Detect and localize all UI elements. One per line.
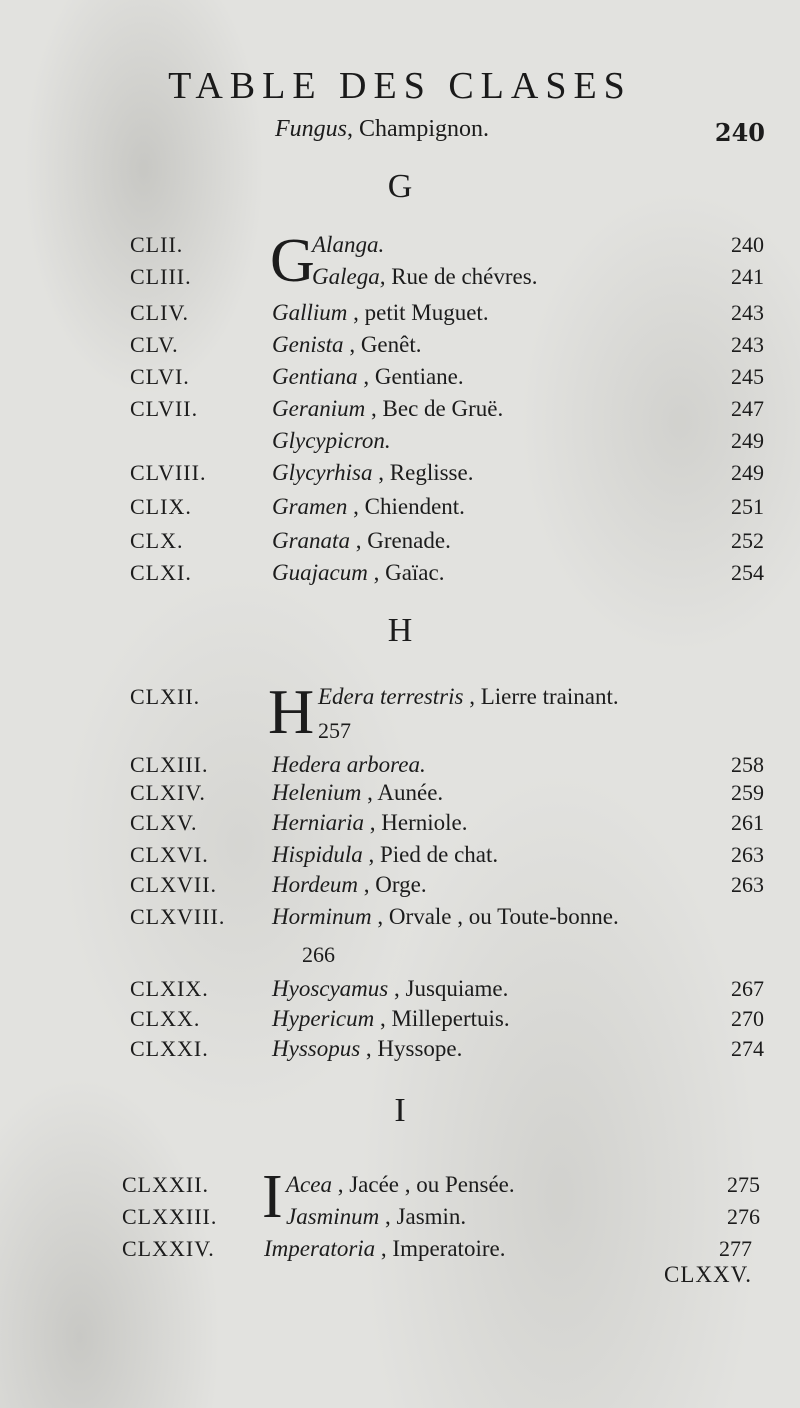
latin-name: Gallium (272, 300, 348, 325)
class-numeral: CLII. (130, 232, 184, 257)
index-entry (272, 1036, 462, 1062)
class-numeral: CLXIV. (130, 780, 206, 805)
index-row (0, 494, 800, 524)
latin-name: Fungus (275, 116, 347, 142)
french-name: , Jasmin. (379, 1204, 467, 1229)
index-row (0, 810, 800, 840)
page-number: 252 (731, 528, 764, 553)
section-letter-i: I (394, 1092, 406, 1129)
class-numeral: CLXX. (130, 1006, 201, 1031)
index-entry (272, 752, 426, 778)
french-name: , petit Muguet. (347, 300, 489, 325)
index-entry (286, 1172, 515, 1198)
index-row (0, 332, 800, 362)
french-name: , Chiendent. (347, 494, 465, 519)
index-row (0, 904, 800, 934)
latin-name: Galega, (312, 264, 386, 289)
page-number: 275 (727, 1172, 760, 1197)
page-number: 251 (731, 494, 764, 519)
index-row (0, 460, 800, 490)
page-number: 243 (731, 300, 764, 325)
page-number: 243 (731, 332, 764, 357)
french-name: , Reglisse. (372, 460, 474, 485)
class-numeral: CLV. (130, 332, 179, 357)
class-numeral: CLXI. (130, 560, 192, 585)
page-number: 276 (727, 1204, 760, 1229)
page-title: TABLE DES CLASES (168, 65, 632, 107)
page-number: 263 (731, 842, 764, 867)
french-name: , Gaïac. (367, 560, 445, 585)
latin-name: Imperatoria (264, 1236, 376, 1261)
latin-name: Guajacum (272, 560, 368, 585)
latin-name: Geranium (272, 396, 366, 421)
latin-name: Genista (272, 332, 344, 357)
french-name: , Gentiane. (357, 364, 464, 389)
french-name: , Grenade. (349, 528, 451, 553)
page-number: 254 (731, 560, 764, 585)
index-row (0, 560, 800, 590)
index-entry (272, 494, 465, 520)
class-numeral: CLXVII. (130, 872, 218, 897)
index-row (0, 684, 800, 714)
index-entry (286, 1204, 466, 1230)
french-name: , Lierre trainant. (463, 684, 619, 709)
index-row (0, 780, 800, 810)
dropcap-h: H (268, 676, 315, 747)
dropcap-i: I (262, 1163, 283, 1231)
index-entry (272, 428, 391, 454)
class-numeral: CLXII. (130, 684, 201, 709)
page-number: 257 (318, 718, 351, 743)
index-entry (272, 976, 508, 1002)
french-name: , Jacée , ou Pensée. (331, 1172, 515, 1197)
french-name: , Genêt. (343, 332, 422, 357)
french-name: , Champignon. (347, 116, 489, 142)
page-number: 261 (731, 810, 764, 835)
class-numeral: CLVI. (130, 364, 190, 389)
continued-entry-line (0, 114, 800, 148)
class-numeral: CLVIII. (130, 460, 207, 485)
page-number: 245 (731, 364, 764, 389)
french-name: Rue de chévres. (385, 264, 538, 289)
index-entry (272, 528, 451, 554)
index-entry (272, 460, 473, 486)
class-numeral: CLXXIV. (122, 1236, 215, 1261)
index-row (0, 528, 800, 558)
latin-name: Acea (286, 1172, 332, 1197)
french-name: , Bec de Gruë. (365, 396, 504, 421)
index-row (0, 428, 800, 458)
index-row (0, 300, 800, 330)
latin-name: Hyssopus (272, 1036, 361, 1061)
page-number: 259 (731, 780, 764, 805)
latin-name: Glycyrhisa (272, 460, 373, 485)
latin-name: Hypericum (272, 1006, 375, 1031)
folio-number: 240 (714, 118, 765, 147)
latin-name: Glycypicron. (272, 428, 391, 453)
page-number: 270 (731, 1006, 764, 1031)
index-row (0, 872, 800, 902)
page-number: 258 (731, 752, 764, 777)
french-name: , Hyssope. (360, 1036, 463, 1061)
french-name: , Orge. (358, 872, 427, 897)
index-row (0, 1172, 800, 1202)
french-name: , Pied de chat. (362, 842, 499, 867)
catchword: CLXXV. (663, 1262, 752, 1287)
latin-name: Hedera arborea. (272, 752, 426, 777)
index-entry (272, 904, 619, 930)
latin-name: Hordeum (272, 872, 359, 897)
latin-name: Alanga. (312, 232, 385, 257)
page-number: 263 (731, 872, 764, 897)
class-numeral: CLXXIII. (122, 1204, 218, 1229)
page-number: 249 (731, 460, 764, 485)
index-row (0, 1006, 800, 1036)
index-entry (272, 300, 489, 326)
class-numeral: CLXVI. (130, 842, 209, 867)
french-name: , Aunée. (361, 780, 444, 805)
class-numeral: CLIII. (130, 264, 192, 289)
latin-name: Jasminum (286, 1204, 380, 1229)
index-entry (312, 264, 537, 290)
class-numeral: CLIV. (130, 300, 189, 325)
index-entry (272, 560, 444, 586)
index-entry (272, 332, 421, 358)
index-entry (318, 684, 619, 710)
page-number: 277 (719, 1236, 752, 1261)
index-row (0, 1036, 800, 1066)
page-number: 247 (731, 396, 764, 421)
index-row (0, 364, 800, 394)
class-numeral: CLIX. (130, 494, 192, 519)
latin-name: Hispidula (272, 842, 363, 867)
french-name: , Millepertuis. (374, 1006, 510, 1031)
page-number: 266 (302, 942, 335, 967)
index-entry (272, 780, 443, 806)
class-numeral: CLXV. (130, 810, 198, 835)
latin-name: Gentiana (272, 364, 358, 389)
section-letter-g: G (387, 168, 413, 205)
index-row (0, 1204, 800, 1234)
index-entry (272, 364, 464, 390)
index-row (0, 976, 800, 1006)
index-row (0, 396, 800, 426)
latin-name: Granata (272, 528, 350, 553)
class-numeral: CLXIII. (130, 752, 209, 777)
latin-name: Horminum (272, 904, 372, 929)
index-row (0, 752, 800, 782)
french-name: , Orvale , ou Toute-bonne. (371, 904, 619, 929)
section-letter-h: H (387, 612, 413, 649)
french-name: , Jusquiame. (388, 976, 509, 1001)
class-numeral: CLXXI. (130, 1036, 209, 1061)
page-number: 240 (731, 232, 764, 257)
page-number: 241 (731, 264, 764, 289)
index-row (0, 232, 800, 262)
latin-name: Hyoscyamus (272, 976, 389, 1001)
latin-name: Herniaria (272, 810, 364, 835)
latin-name: Helenium (272, 780, 362, 805)
page-number: 267 (731, 976, 764, 1001)
index-entry (272, 396, 503, 422)
continued-entry (275, 114, 489, 143)
latin-name: Edera terrestris (318, 684, 464, 709)
index-entry (272, 872, 427, 898)
class-numeral: CLXXII. (122, 1172, 210, 1197)
index-entry (264, 1236, 505, 1262)
class-numeral: CLXVIII. (130, 904, 226, 929)
latin-name: Gramen (272, 494, 348, 519)
class-numeral: CLVII. (130, 396, 199, 421)
page-number: 249 (731, 428, 764, 453)
french-name: , Herniole. (364, 810, 468, 835)
french-name: , Imperatoire. (375, 1236, 506, 1261)
index-entry (272, 810, 467, 836)
index-row (0, 842, 800, 872)
dropcap-g: G (270, 227, 315, 295)
index-entry (272, 842, 498, 868)
class-numeral: CLX. (130, 528, 184, 553)
page-number: 274 (731, 1036, 764, 1061)
index-entry (272, 1006, 510, 1032)
index-entry (312, 232, 384, 258)
class-numeral: CLXIX. (130, 976, 209, 1001)
index-row (0, 264, 800, 294)
